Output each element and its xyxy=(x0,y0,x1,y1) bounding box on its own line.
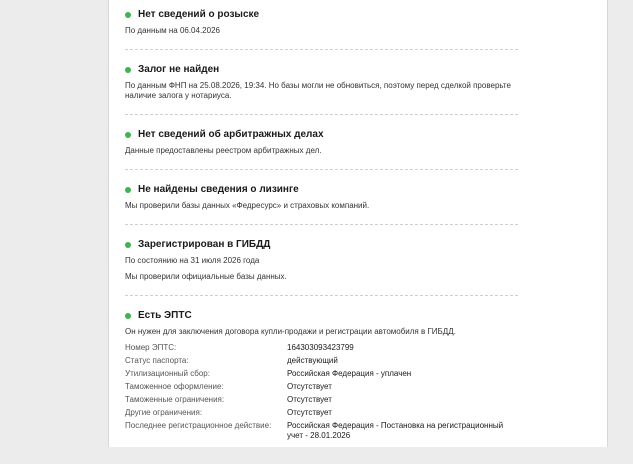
section-title xyxy=(125,183,518,197)
detail-label: Таможенные ограничения: xyxy=(125,395,225,404)
detail-label: Утилизационный сбор: xyxy=(125,369,210,378)
detail-label: Другие ограничения: xyxy=(125,408,203,417)
section-title-text: Не найдены сведения о лизинге xyxy=(138,184,299,195)
detail-row xyxy=(125,421,518,444)
detail-value: Отсутствует xyxy=(287,408,332,417)
detail-label: Номер ЭПТС: xyxy=(125,343,177,352)
section-title xyxy=(125,63,518,77)
status-ok-icon xyxy=(125,12,131,18)
detail-row xyxy=(125,395,518,408)
section-title xyxy=(125,128,518,142)
section-text: По данным на 06.04.2026 xyxy=(125,26,220,35)
report-page xyxy=(108,0,608,447)
section-title xyxy=(125,309,518,323)
report-content xyxy=(125,8,518,464)
section-epts xyxy=(125,309,518,451)
detail-value: Отсутствует xyxy=(287,382,332,391)
section-arbitration xyxy=(125,128,518,170)
status-ok-icon xyxy=(125,132,131,138)
section-text: Данные предоставлены реестром арбитражных дел. xyxy=(125,146,322,155)
detail-row xyxy=(125,343,518,356)
detail-value: Отсутствует xyxy=(287,395,332,404)
detail-value: Российская Федерация - Постановка на регистрационный учет - 28.01.2026 xyxy=(287,421,504,440)
detail-row xyxy=(125,382,518,395)
section-leasing xyxy=(125,183,518,225)
detail-value: 164303093423799 xyxy=(287,343,354,352)
section-text: Мы проверили базы данных «Федресурс» и страховых компаний. xyxy=(125,201,370,210)
status-ok-icon xyxy=(125,313,131,319)
section-title-text: Залог не найден xyxy=(138,64,220,75)
detail-label: Статус паспорта: xyxy=(125,356,189,365)
detail-row xyxy=(125,369,518,382)
section-text: Мы проверили официальные базы данных. xyxy=(125,272,287,281)
status-ok-icon xyxy=(125,187,131,193)
detail-value: действующий xyxy=(287,356,338,365)
section-title xyxy=(125,238,518,252)
detail-label: Таможенное оформление: xyxy=(125,382,224,391)
detail-row xyxy=(125,408,518,421)
section-title-text: Зарегистрирован в ГИБДД xyxy=(138,239,271,250)
section-wanted xyxy=(125,8,518,50)
epts-details xyxy=(125,343,518,444)
detail-row xyxy=(125,356,518,369)
section-title-text: Нет сведений об арбитражных делах xyxy=(138,129,324,140)
section-title-text: Нет сведений о розыске xyxy=(138,9,260,20)
section-text: По состоянию на 31 июля 2026 года xyxy=(125,256,260,265)
section-text: По данным ФНП на 25.08.2026, 19:34. Но базы могли не обновиться, поэтому перед сделкой проверьте наличие залога у нотариуса. xyxy=(125,81,511,100)
status-ok-icon xyxy=(125,67,131,73)
section-title xyxy=(125,8,518,22)
detail-value: Российская Федерация - уплачен xyxy=(287,369,412,378)
section-registration xyxy=(125,238,518,296)
status-ok-icon xyxy=(125,242,131,248)
detail-label: Последнее регистрационное действие: xyxy=(125,421,272,430)
section-text: Он нужен для заключения договора купли-продажи и регистрации автомобиля в ГИБДД. xyxy=(125,327,456,336)
section-title-text: Есть ЭПТС xyxy=(138,310,192,321)
section-pledge xyxy=(125,63,518,115)
